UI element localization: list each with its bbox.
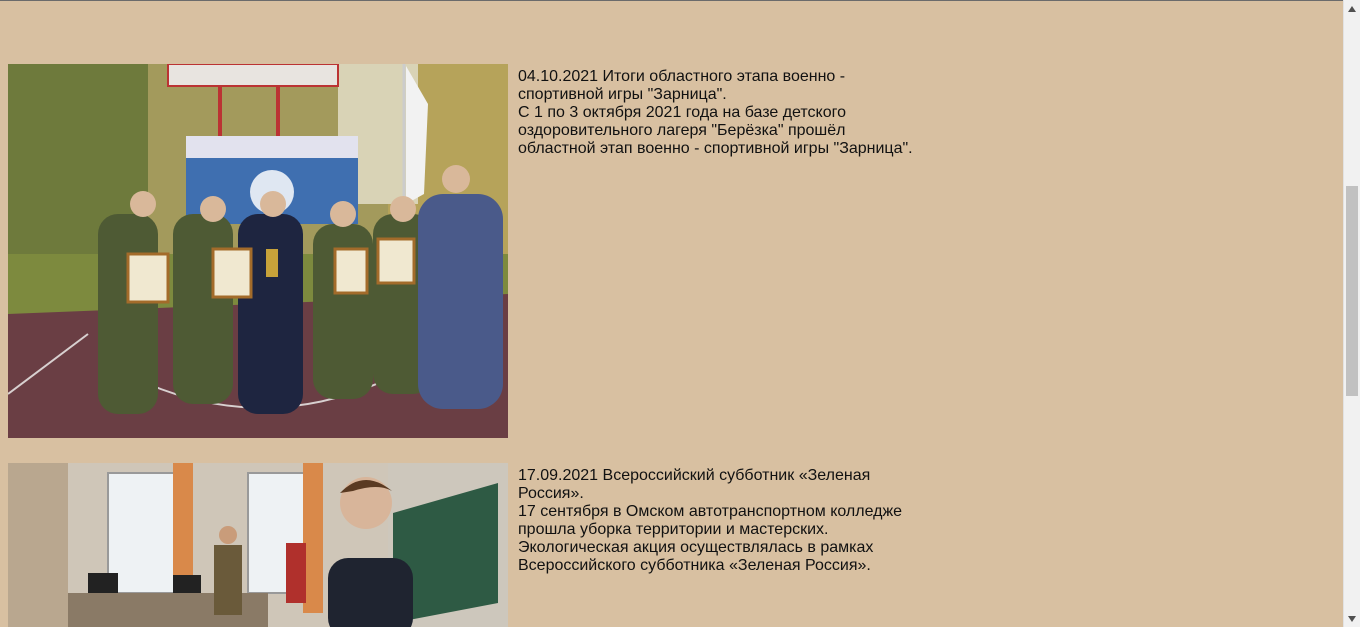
news-body-line: 17 сентября в Омском автотранспортном колледже <box>518 503 903 520</box>
news-body-line: С 1 по 3 октября 2021 года на базе детского <box>518 104 847 121</box>
chevron-down-icon[interactable] <box>1344 610 1360 627</box>
group-photo-image <box>8 64 508 438</box>
news-body-line: областной этап военно - спортивной игры "Зарница". <box>518 140 913 157</box>
news-text <box>518 68 918 158</box>
news-body-line: оздоровительного лагеря "Берёзка" прошёл <box>518 122 846 139</box>
classroom-photo-image <box>8 463 508 627</box>
scrollbar-thumb[interactable] <box>1346 186 1358 396</box>
news-photo-subbotnik[interactable] <box>8 463 508 627</box>
vertical-scrollbar[interactable] <box>1343 0 1360 627</box>
news-title-line: 04.10.2021 Итоги областного этапа военно - <box>518 68 846 85</box>
chevron-up-icon[interactable] <box>1344 0 1360 17</box>
news-body-line: Всероссийского субботника «Зеленая Россия». <box>518 557 871 574</box>
news-text <box>518 467 918 575</box>
news-body-line: Экологическая акция осуществлялась в рамках <box>518 539 874 556</box>
news-title-line: спортивной игры "Зарница". <box>518 86 727 103</box>
news-photo-zarnitsa[interactable] <box>8 64 508 438</box>
news-title-line: 17.09.2021 Всероссийский субботник «Зеленая <box>518 467 871 484</box>
news-title-line: Россия». <box>518 485 584 502</box>
news-body-line: прошла уборка территории и мастерских. <box>518 521 829 538</box>
